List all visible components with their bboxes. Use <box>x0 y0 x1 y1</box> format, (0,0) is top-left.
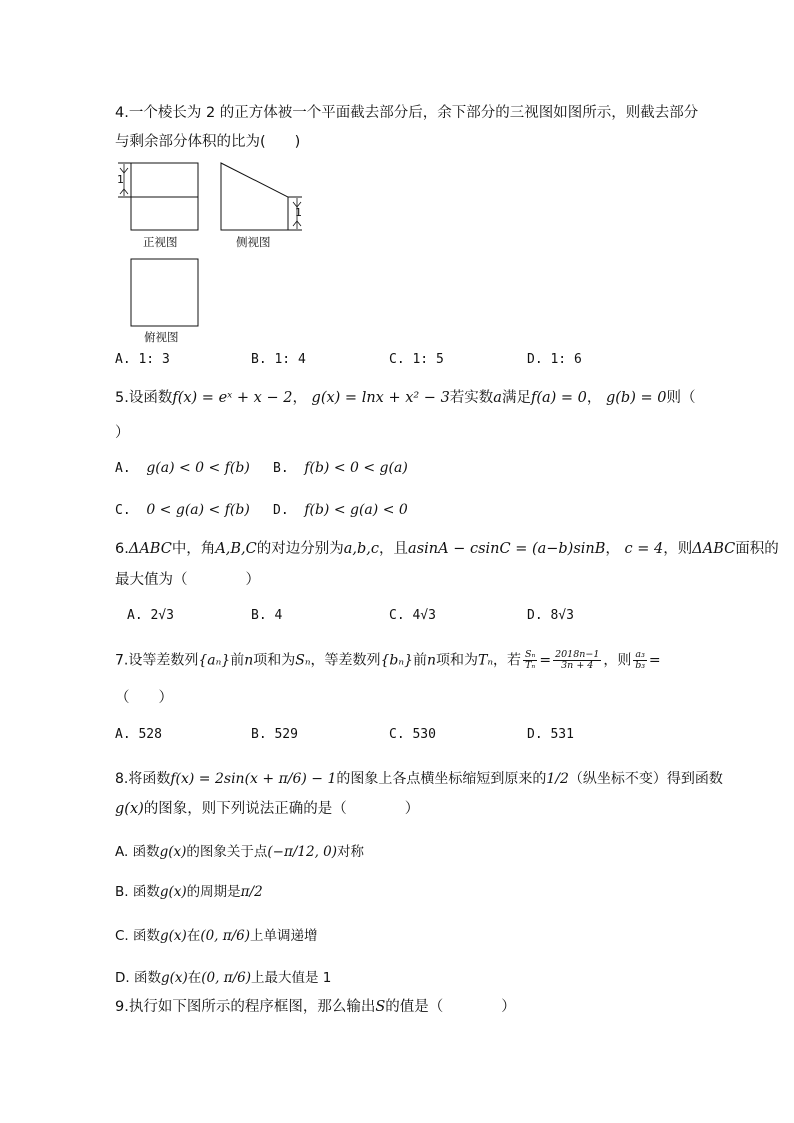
q5-options-row2 <box>115 502 695 524</box>
q4-option-b[interactable]: B. 1: 4 <box>251 352 306 367</box>
q7-option-d[interactable]: D. 531 <box>527 727 574 742</box>
q5-option-b[interactable]: B. f(b) < 0 < g(a) <box>273 460 408 476</box>
q7-option-c[interactable]: C. 530 <box>389 727 436 742</box>
q4-option-d[interactable]: D. 1: 6 <box>527 352 582 367</box>
side-view-caption: 侧视图 <box>236 235 271 249</box>
q7-frac-rhs: $\frac{2018n-1}{3n + 4}$ <box>555 649 600 671</box>
q7-stem-line2: （ ） <box>115 690 173 706</box>
q8-option-a[interactable]: A. 函数g(x)的图象关于点(−π/12, 0)对称 <box>115 844 365 860</box>
q6-options <box>115 608 695 630</box>
q6-option-d[interactable]: D. 8√3 <box>527 608 574 623</box>
q7-frac-lhs: $\frac{\text{Sₙ}}{\text{Tₙ}}$ <box>525 649 536 671</box>
q4-stem-line1: 4.一个棱长为 2 的正方体被一个平面截去部分后，余下部分的三视图如图所示，则截去部分 <box>115 105 699 121</box>
top-view-caption: 俯视图 <box>144 330 179 344</box>
q6-option-c[interactable]: C. 4√3 <box>389 608 436 623</box>
q7-option-a[interactable]: A. 528 <box>115 727 162 742</box>
q4-stem-line2: 与剩余部分体积的比为( ) <box>115 134 301 150</box>
q5-stem-line1: 5.设函数f(x) = eˣ + x − 2， g(x) = lnx + x² − 3若实数a满足f(a) = 0， g(b) = 0则（ <box>115 390 696 406</box>
side-view-trapezoid <box>221 163 288 230</box>
q7-stem-line1: 7.设等差数列{aₙ}前n项和为Sₙ，等差数列{bₙ}前n项和为Tₙ，若 $\frac{\text{Sₙ}}{\text{Tₙ}}$ = $\frac{2018n-1}{3n + 4}$ ，则 $\frac{\text{a₃}}{\text{b₃}}$ = <box>115 649 661 671</box>
q7-option-b[interactable]: B. 529 <box>251 727 298 742</box>
q7-frac-query: $\frac{\text{a₃}}{\text{b₃}}$ <box>635 649 646 671</box>
q5-option-c[interactable]: C. 0 < g(a) < f(b) <box>115 502 250 518</box>
q8-option-b[interactable]: B. 函数g(x)的周期是π/2 <box>115 884 263 900</box>
q7-options <box>115 727 695 749</box>
q9-stem: 9.执行如下图所示的程序框图，那么输出S的值是（ ） <box>115 999 516 1015</box>
three-view-figure <box>0 0 794 360</box>
front-dim-label: 1 <box>117 173 124 186</box>
front-view-caption: 正视图 <box>143 235 178 249</box>
front-view-square <box>131 163 198 230</box>
three-view-drawing <box>0 0 794 360</box>
q4-option-a[interactable]: A. 1: 3 <box>115 352 170 367</box>
q6-option-a[interactable]: A. 2√3 <box>127 608 174 623</box>
q6-option-b[interactable]: B. 4 <box>251 608 283 623</box>
q8-stem-line2: g(x)的图象，则下列说法正确的是（ ） <box>115 801 420 817</box>
q6-stem-line1: 6.ΔABC中，角A,B,C的对边分别为a,b,c，且asinA − csinC = (a−b)sinB， c = 4，则ΔABC面积的 <box>115 541 779 557</box>
q5-option-d[interactable]: D. f(b) < g(a) < 0 <box>273 502 408 518</box>
side-dim-label: 1 <box>295 206 302 219</box>
q4-option-c[interactable]: C. 1: 5 <box>389 352 444 367</box>
q5-options-row1 <box>115 460 695 482</box>
top-view-square <box>131 259 198 326</box>
q8-stem-line1: 8.将函数f(x) = 2sin(x + π/6) − 1的图象上各点横坐标缩短到原来的1/2（纵坐标不变）得到函数 <box>115 771 723 787</box>
q5-stem-line2: ） <box>115 425 130 441</box>
q5-option-a[interactable]: A. g(a) < 0 < f(b) <box>115 460 250 476</box>
q4-options <box>115 352 695 374</box>
q8-option-c[interactable]: C. 函数g(x)在(0, π/6)上单调递增 <box>115 928 318 944</box>
q6-stem-line2: 最大值为（ ） <box>115 572 260 588</box>
q8-option-d[interactable]: D. 函数g(x)在(0, π/6)上最大值是 1 <box>115 970 332 986</box>
